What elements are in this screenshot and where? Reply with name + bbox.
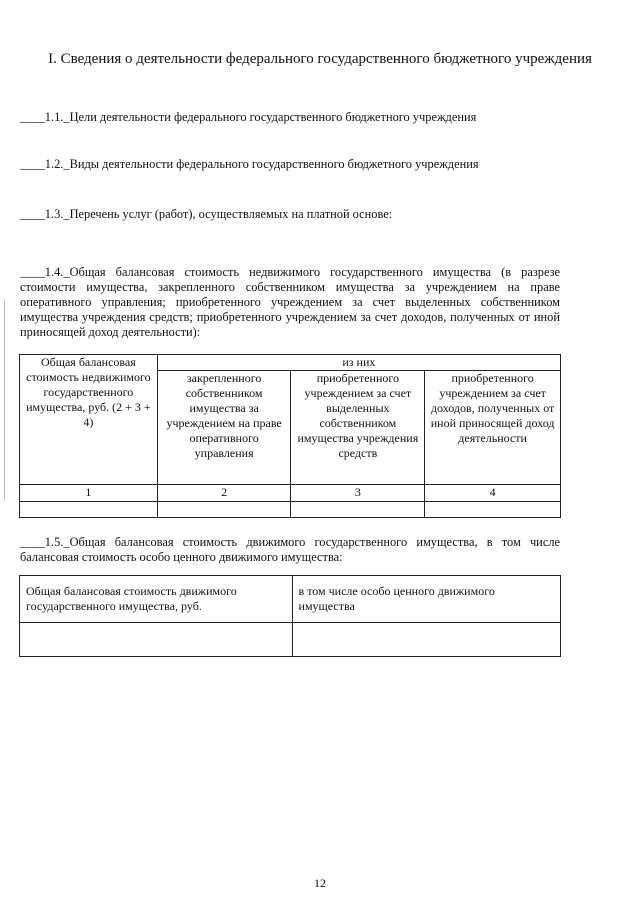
item-1-2: ____1.2._Виды деятельности федерального государственного бюджетного учреждения bbox=[20, 157, 479, 171]
table2-header-total: Общая балансовая стоимость движимого государственного имущества, руб. bbox=[20, 576, 293, 623]
scan-edge-line bbox=[4, 300, 5, 500]
table1-header-acquired-income: приобретенного учреждением за счет доходов, полученных от иной приносящей доход деятельности bbox=[425, 371, 561, 485]
item-1-5: ____1.5._Общая балансовая стоимость движимого государственного имущества, в том числе балансовая стоимость особо ценного движимого имущества: bbox=[20, 535, 560, 564]
table1-header-group: из них bbox=[157, 355, 560, 371]
table1-header-acquired-funds: приобретенного учреждением за счет выделенных собственником имущества учреждения средств bbox=[291, 371, 425, 485]
real-estate-value-table bbox=[19, 354, 561, 518]
table1-col-number-2: 2 bbox=[157, 485, 291, 502]
table1-col-number-1: 1 bbox=[20, 485, 158, 502]
table1-col-number-4: 4 bbox=[425, 485, 561, 502]
movable-property-table bbox=[19, 575, 561, 657]
table1-value-cell[interactable] bbox=[291, 502, 425, 518]
item-1-3: ____1.3._Перечень услуг (работ), осуществляемых на платной основе: bbox=[20, 207, 393, 221]
table2-value-cell[interactable] bbox=[20, 623, 293, 657]
table1-header-assigned: закрепленного собственником имущества за учреждением на праве оперативного управления bbox=[157, 371, 291, 485]
table1-value-cell[interactable] bbox=[425, 502, 561, 518]
table2-value-cell[interactable] bbox=[292, 623, 560, 657]
table2-header-valuable: в том числе особо ценного движимого имущества bbox=[292, 576, 560, 623]
table1-header-total: Общая балансовая стоимость недвижимого государственного имущества, руб. (2 + 3 + 4) bbox=[20, 355, 158, 485]
table1-col-number-3: 3 bbox=[291, 485, 425, 502]
table1-value-cell[interactable] bbox=[20, 502, 158, 518]
item-1-4: ____1.4._Общая балансовая стоимость недвижимого государственного имущества (в разрезе стоимости имущества, закрепленного собственником имущества за учреждением на праве оперативного управления; приобретенного учреждением за счет выделенных собственником имущества учреждения средств; приобретенного учреждением за счет доходов, полученных от иной приносящей доход деятельности): bbox=[20, 265, 560, 339]
item-1-1: ____1.1._Цели деятельности федерального государственного бюджетного учреждения bbox=[20, 110, 477, 124]
section-title: I. Сведения о деятельности федерального государственного бюджетного учреждения bbox=[48, 51, 592, 67]
page-number: 12 bbox=[314, 876, 326, 890]
table1-value-cell[interactable] bbox=[157, 502, 291, 518]
